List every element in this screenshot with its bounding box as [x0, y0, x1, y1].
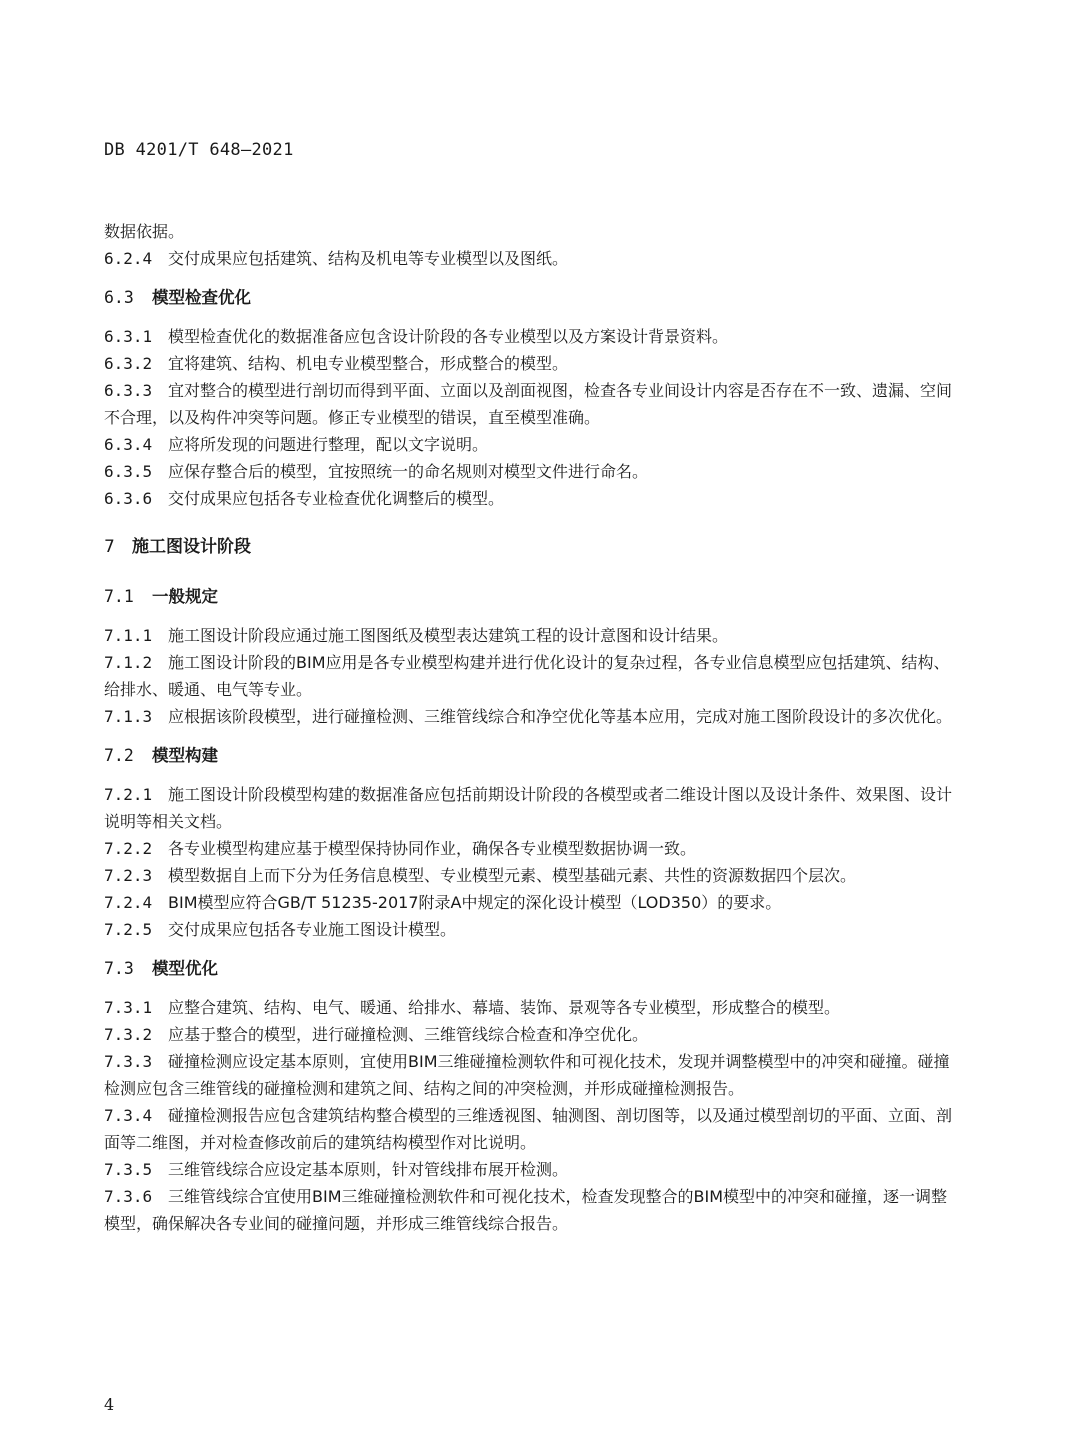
clause-text: 交付成果应包括建筑、结构及机电等专业模型以及图纸。: [168, 249, 569, 268]
clause-number: 6.3.5: [104, 462, 153, 481]
clause-paragraph: [104, 862, 954, 889]
clause-paragraph: [104, 1156, 954, 1183]
clause-paragraph: [104, 916, 954, 943]
clause-text: 施工图设计阶段的BIM应用是各专业模型构建并进行优化设计的复杂过程，各专业信息模型应包括建筑、结构、给排水、暖通、电气等专业。: [104, 653, 950, 699]
clause-number: 7.1.1: [104, 626, 153, 645]
section-heading: [104, 742, 954, 769]
clause-number: 7.1: [104, 587, 134, 606]
clause-text: 应整合建筑、结构、电气、暖通、给排水、幕墙、装饰、景观等各专业模型，形成整合的模型。: [168, 998, 841, 1017]
clause-text: 施工图设计阶段模型构建的数据准备应包括前期设计阶段的各模型或者二维设计图以及设计条件、效果图、设计说明等相关文档。: [104, 785, 953, 831]
clause-text: 应保存整合后的模型，宜按照统一的命名规则对模型文件进行命名。: [168, 462, 649, 481]
clause-text: 模型数据自上而下分为任务信息模型、专业模型元素、模型基础元素、共性的资源数据四个层次。: [168, 866, 857, 885]
clause-text: 交付成果应包括各专业检查优化调整后的模型。: [168, 489, 505, 508]
clause-paragraph: [104, 458, 954, 485]
clause-number: 7.3.4: [104, 1106, 153, 1125]
clause-number: 6.3.2: [104, 354, 153, 373]
clause-text: BIM模型应符合GB/T 51235-2017附录A中规定的深化设计模型（LOD350）的要求。: [168, 893, 782, 912]
clause-paragraph: [104, 649, 954, 703]
clause-number: 7.2.2: [104, 839, 153, 858]
clause-number: 7.2.3: [104, 866, 153, 885]
clause-text: 施工图设计阶段应通过施工图图纸及模型表达建筑工程的设计意图和设计结果。: [168, 626, 729, 645]
clause-number: 7.2.1: [104, 785, 153, 804]
clause-text: 三维管线综合应设定基本原则，针对管线排布展开检测。: [168, 1160, 569, 1179]
clause-number: 6.2.4: [104, 249, 153, 268]
clause-text: 三维管线综合宜使用BIM三维碰撞检测软件和可视化技术，检查发现整合的BIM模型中的冲突和碰撞，逐一调整模型，确保解决各专业间的碰撞问题，并形成三维管线综合报告。: [104, 1187, 948, 1233]
clause-text: 碰撞检测应设定基本原则，宜使用BIM三维碰撞检测软件和可视化技术，发现并调整模型中的冲突和碰撞。碰撞检测应包含三维管线的碰撞检测和建筑之间、结构之间的冲突检测，并形成碰撞检测报告。: [104, 1052, 950, 1098]
clause-text: 数据依据。: [104, 222, 185, 241]
clause-text: 模型检查优化的数据准备应包含设计阶段的各专业模型以及方案设计背景资料。: [168, 327, 729, 346]
clause-number: 6.3.1: [104, 327, 153, 346]
clause-number: 6.3.4: [104, 435, 153, 454]
clause-text: 交付成果应包括各专业施工图设计模型。: [168, 920, 457, 939]
clause-paragraph: [104, 622, 954, 649]
clause-paragraph: [104, 377, 954, 431]
clause-number: 7: [104, 537, 115, 557]
section-heading: [104, 284, 954, 311]
clause-text: 模型检查优化: [152, 288, 251, 307]
clause-text: 宜将建筑、结构、机电专业模型整合，形成整合的模型。: [168, 354, 569, 373]
clause-text: 一般规定: [152, 587, 218, 606]
clause-text: 施工图设计阶段: [132, 537, 251, 557]
clause-number: 7.2.4: [104, 893, 153, 912]
clause-text: 模型构建: [152, 746, 218, 765]
clause-paragraph: [104, 1102, 954, 1156]
page-number: 4: [104, 1395, 115, 1414]
clause-text: 应将所发现的问题进行整理，配以文字说明。: [168, 435, 489, 454]
clause-number: 7.3: [104, 959, 134, 978]
clause-number: 7.2.5: [104, 920, 153, 939]
clause-number: 7.3.3: [104, 1052, 153, 1071]
clause-text: 模型优化: [152, 959, 218, 978]
clause-number: 7.2: [104, 746, 134, 765]
clause-number: 6.3.6: [104, 489, 153, 508]
clause-paragraph: [104, 350, 954, 377]
section-heading: [104, 955, 954, 982]
clause-paragraph: [104, 1048, 954, 1102]
clause-paragraph: [104, 1183, 954, 1237]
clause-paragraph: [104, 781, 954, 835]
clause-number: 7.3.5: [104, 1160, 153, 1179]
clause-paragraph: [104, 835, 954, 862]
clause-text: 应根据该阶段模型，进行碰撞检测、三维管线综合和净空优化等基本应用，完成对施工图阶段设计的多次优化。: [168, 707, 953, 726]
document-code: DB 4201/T 648—2021: [104, 140, 294, 160]
clause-paragraph: [104, 245, 954, 272]
clause-text: 各专业模型构建应基于模型保持协同作业，确保各专业模型数据协调一致。: [168, 839, 697, 858]
clause-number: 6.3: [104, 288, 134, 307]
clause-number: 6.3.3: [104, 381, 153, 400]
clause-text: 应基于整合的模型，进行碰撞检测、三维管线综合检查和净空优化。: [168, 1025, 649, 1044]
clause-paragraph: [104, 1021, 954, 1048]
clause-paragraph: [104, 994, 954, 1021]
clause-text: 宜对整合的模型进行剖切而得到平面、立面以及剖面视图，检查各专业间设计内容是否存在不一致、遗漏、空间不合理，以及构件冲突等问题。修正专业模型的错误，直至模型准确。: [104, 381, 953, 427]
clause-paragraph: [104, 889, 954, 916]
clause-paragraph: [104, 485, 954, 512]
section-heading: [104, 583, 954, 610]
clause-number: 7.1.2: [104, 653, 153, 672]
clause-paragraph: [104, 323, 954, 350]
clause-paragraph: [104, 703, 954, 730]
clause-number: 7.3.2: [104, 1025, 153, 1044]
clause-paragraph: [104, 218, 954, 245]
clause-text: 碰撞检测报告应包含建筑结构整合模型的三维透视图、轴测图、剖切图等，以及通过模型剖切的平面、立面、剖面等二维图，并对检查修改前后的建筑结构模型作对比说明。: [104, 1106, 953, 1152]
clause-number: 7.1.3: [104, 707, 153, 726]
chapter-heading: [104, 534, 954, 561]
document-body: [104, 218, 954, 1237]
clause-paragraph: [104, 431, 954, 458]
clause-number: 7.3.6: [104, 1187, 153, 1206]
clause-number: 7.3.1: [104, 998, 153, 1017]
